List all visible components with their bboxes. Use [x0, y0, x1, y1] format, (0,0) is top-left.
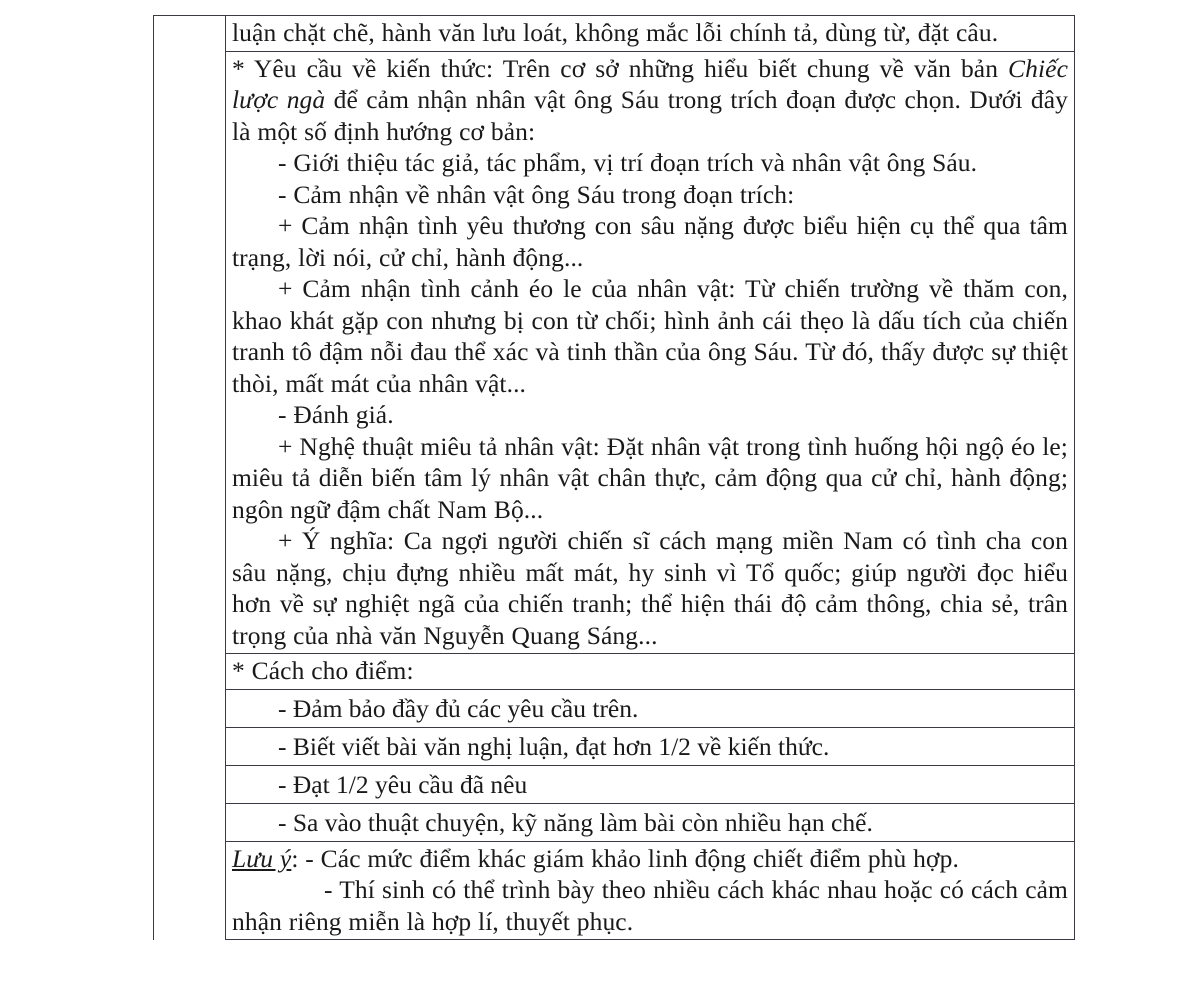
paragraph-feel-character: - Cảm nhận về nhân vật ông Sáu trong đoạn trích:	[278, 179, 795, 209]
paragraph-meaning: + Ý nghĩa: Ca ngợi người chiến sĩ cách mạng miền Nam có tình cha con sâu nặng, chịu đựng nhiều mất mát, hy sinh vì Tổ quốc; giúp người đọc hiểu hơn về sự nghiệt ngã của chiến tranh; thể hiện thái độ cảm thông, chia sẻ, trân trọng của nhà văn Nguyễn Quang Sáng...	[232, 526, 1068, 650]
note-line-1-text: - Các mức điểm khác giám khảo linh động chiết điểm phù hợp.	[298, 843, 959, 873]
paragraph-tragic-situation: + Cảm nhận tình cảnh éo le của nhân vật: Từ chiến trường về thăm con, khao khát gặp con nhưng bị con từ chối; hình ảnh cái thẹo là dấu tích của chiến tranh tô đậm nỗi đau thể xác và tinh thần của ông Sáu. Từ đó, thấy được sự thiệt thòi, mất mát của nhân vật...	[232, 274, 1068, 398]
table-row	[154, 765, 1075, 803]
knowledge-intro-before-title: * Yêu cầu về kiến thức: Trên cơ sở những hiểu biết chung về văn bản	[232, 53, 1009, 83]
work-title-chiec-luoc-nga: Chiếc lược ngà	[232, 53, 1068, 114]
table-row	[154, 727, 1075, 765]
score-level-4-text: - Sa vào thuật chuyện, kỹ năng làm bài còn nhiều hạn chế.	[278, 807, 873, 837]
table-row	[154, 689, 1075, 727]
content-cell-knowledge-requirements	[226, 51, 1075, 654]
paragraph-love-deep: + Cảm nhận tình yêu thương con sâu nặng được biểu hiện cụ thể qua tâm trạng, lời nói, cử chỉ, hành động...	[232, 211, 1068, 272]
content-cell-score-level-3	[226, 765, 1075, 803]
score-column-cell	[154, 16, 226, 940]
score-level-1-text: - Đảm bảo đầy đủ các yêu cầu trên.	[278, 693, 639, 723]
note-line-1	[232, 843, 1068, 875]
score-level-2-text: - Biết viết bài văn nghị luận, đạt hơn 1/2 về kiến thức.	[278, 731, 830, 761]
table-row	[154, 51, 1075, 654]
scoring-heading: * Cách cho điểm:	[232, 656, 414, 685]
table-row	[154, 16, 1075, 52]
note-label: Lưu ý	[232, 843, 292, 873]
table-row	[154, 803, 1075, 841]
content-cell-note	[226, 841, 1075, 940]
table-row	[154, 654, 1075, 690]
answer-key-table	[153, 15, 1075, 940]
note-line-2: - Thí sinh có thể trình bày theo nhiều cách khác nhau hoặc có cách cảm nhận riêng miễn là hợp lí, thuyết phục.	[232, 875, 1068, 936]
knowledge-intro-after-title: để cảm nhận nhân vật ông Sáu trong trích đoạn được chọn. Dưới đây là một số định hướng cơ bản:	[232, 85, 1068, 146]
note-label-colon: :	[291, 843, 299, 873]
content-cell-score-level-4	[226, 803, 1075, 841]
content-cell-scoring-heading	[226, 654, 1075, 690]
score-level-3-text: - Đạt 1/2 yêu cầu đã nêu	[278, 769, 528, 799]
table-row	[154, 841, 1075, 940]
paragraph-art: + Nghệ thuật miêu tả nhân vật: Đặt nhân vật trong tình huống hội ngộ éo le; miêu tả diễn biến tâm lý nhân vật chân thực, cảm động qua cử chỉ, hành động; ngôn ngữ đậm chất Nam Bộ...	[232, 431, 1068, 524]
paragraph-form-requirements-tail: luận chặt chẽ, hành văn lưu loát, không mắc lỗi chính tả, dùng từ, đặt câu.	[232, 18, 999, 47]
paragraph-evaluate: - Đánh giá.	[278, 400, 394, 429]
paragraph-knowledge-intro	[232, 53, 1068, 148]
content-cell-score-level-2	[226, 727, 1075, 765]
content-cell-score-level-1	[226, 689, 1075, 727]
content-cell-form-requirements	[226, 16, 1075, 52]
paragraph-intro-author: - Giới thiệu tác giả, tác phẩm, vị trí đoạn trích và nhân vật ông Sáu.	[278, 148, 978, 177]
